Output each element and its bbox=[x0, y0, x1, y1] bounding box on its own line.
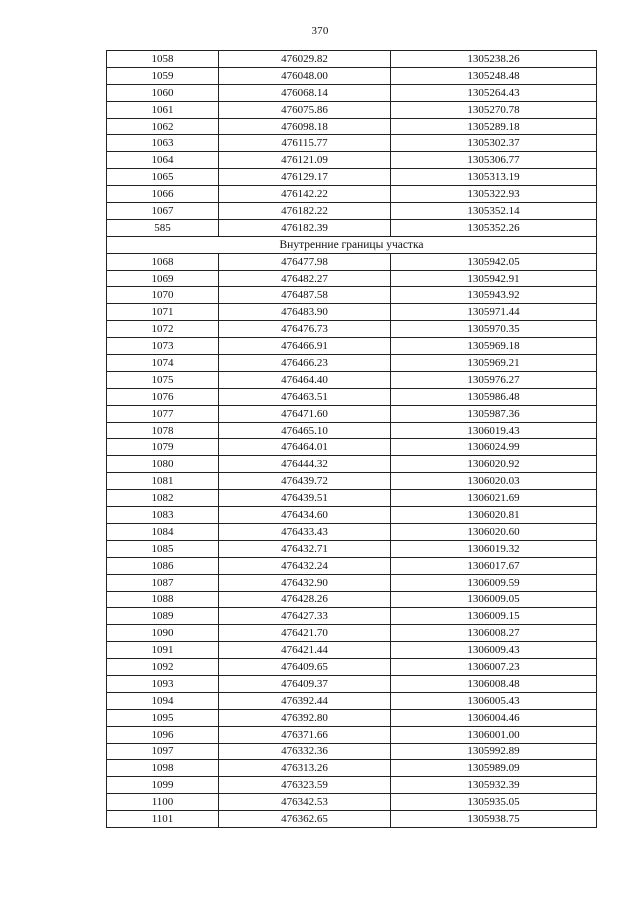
table-row bbox=[107, 169, 597, 186]
x-coordinate-cell: 476465.10 bbox=[219, 422, 391, 439]
y-coordinate-cell: 1306020.03 bbox=[391, 473, 597, 490]
y-coordinate-cell: 1305987.36 bbox=[391, 405, 597, 422]
table-row bbox=[107, 67, 597, 84]
y-coordinate-cell: 1306009.59 bbox=[391, 574, 597, 591]
y-coordinate-cell: 1306009.15 bbox=[391, 608, 597, 625]
point-number-cell: 1100 bbox=[107, 794, 219, 811]
point-number-cell: 1066 bbox=[107, 186, 219, 203]
point-number-cell: 1065 bbox=[107, 169, 219, 186]
x-coordinate-cell: 476432.24 bbox=[219, 557, 391, 574]
point-number-cell: 1064 bbox=[107, 152, 219, 169]
y-coordinate-cell: 1306017.67 bbox=[391, 557, 597, 574]
point-number-cell: 1090 bbox=[107, 625, 219, 642]
point-number-cell: 1086 bbox=[107, 557, 219, 574]
x-coordinate-cell: 476471.60 bbox=[219, 405, 391, 422]
x-coordinate-cell: 476371.66 bbox=[219, 726, 391, 743]
y-coordinate-cell: 1306009.43 bbox=[391, 642, 597, 659]
x-coordinate-cell: 476476.73 bbox=[219, 321, 391, 338]
x-coordinate-cell: 476409.37 bbox=[219, 675, 391, 692]
x-coordinate-cell: 476098.18 bbox=[219, 118, 391, 135]
y-coordinate-cell: 1305935.05 bbox=[391, 794, 597, 811]
y-coordinate-cell: 1305248.48 bbox=[391, 67, 597, 84]
table-row bbox=[107, 101, 597, 118]
x-coordinate-cell: 476362.65 bbox=[219, 811, 391, 828]
y-coordinate-cell: 1305969.21 bbox=[391, 355, 597, 372]
table-row bbox=[107, 659, 597, 676]
table-row bbox=[107, 84, 597, 101]
table-row bbox=[107, 321, 597, 338]
table-row bbox=[107, 507, 597, 524]
point-number-cell: 1060 bbox=[107, 84, 219, 101]
x-coordinate-cell: 476142.22 bbox=[219, 186, 391, 203]
y-coordinate-cell: 1306007.23 bbox=[391, 659, 597, 676]
table-row bbox=[107, 203, 597, 220]
x-coordinate-cell: 476048.00 bbox=[219, 67, 391, 84]
point-number-cell: 1072 bbox=[107, 321, 219, 338]
point-number-cell: 1061 bbox=[107, 101, 219, 118]
point-number-cell: 1088 bbox=[107, 591, 219, 608]
x-coordinate-cell: 476464.01 bbox=[219, 439, 391, 456]
table-row bbox=[107, 118, 597, 135]
x-coordinate-cell: 476433.43 bbox=[219, 523, 391, 540]
y-coordinate-cell: 1306020.81 bbox=[391, 507, 597, 524]
table-row bbox=[107, 253, 597, 270]
x-coordinate-cell: 476313.26 bbox=[219, 760, 391, 777]
table-row bbox=[107, 675, 597, 692]
x-coordinate-cell: 476332.36 bbox=[219, 743, 391, 760]
point-number-cell: 1069 bbox=[107, 270, 219, 287]
point-number-cell: 1081 bbox=[107, 473, 219, 490]
y-coordinate-cell: 1305943.92 bbox=[391, 287, 597, 304]
point-number-cell: 1091 bbox=[107, 642, 219, 659]
y-coordinate-cell: 1305992.89 bbox=[391, 743, 597, 760]
x-coordinate-cell: 476482.27 bbox=[219, 270, 391, 287]
point-number-cell: 1075 bbox=[107, 371, 219, 388]
point-number-cell: 1078 bbox=[107, 422, 219, 439]
point-number-cell: 1079 bbox=[107, 439, 219, 456]
table-row bbox=[107, 456, 597, 473]
x-coordinate-cell: 476342.53 bbox=[219, 794, 391, 811]
table-row bbox=[107, 591, 597, 608]
point-number-cell: 1059 bbox=[107, 67, 219, 84]
x-coordinate-cell: 476029.82 bbox=[219, 51, 391, 68]
x-coordinate-cell: 476439.51 bbox=[219, 490, 391, 507]
y-coordinate-cell: 1306005.43 bbox=[391, 692, 597, 709]
y-coordinate-cell: 1305264.43 bbox=[391, 84, 597, 101]
x-coordinate-cell: 476464.40 bbox=[219, 371, 391, 388]
point-number-cell: 1077 bbox=[107, 405, 219, 422]
y-coordinate-cell: 1305302.37 bbox=[391, 135, 597, 152]
point-number-cell: 1098 bbox=[107, 760, 219, 777]
table-row bbox=[107, 709, 597, 726]
table-row bbox=[107, 794, 597, 811]
x-coordinate-cell: 476115.77 bbox=[219, 135, 391, 152]
x-coordinate-cell: 476409.65 bbox=[219, 659, 391, 676]
x-coordinate-cell: 476392.80 bbox=[219, 709, 391, 726]
y-coordinate-cell: 1305238.26 bbox=[391, 51, 597, 68]
x-coordinate-cell: 476392.44 bbox=[219, 692, 391, 709]
y-coordinate-cell: 1305976.27 bbox=[391, 371, 597, 388]
y-coordinate-cell: 1306024.99 bbox=[391, 439, 597, 456]
y-coordinate-cell: 1305313.19 bbox=[391, 169, 597, 186]
point-number-cell: 1094 bbox=[107, 692, 219, 709]
y-coordinate-cell: 1305942.91 bbox=[391, 270, 597, 287]
x-coordinate-cell: 476068.14 bbox=[219, 84, 391, 101]
table-row bbox=[107, 642, 597, 659]
table-row bbox=[107, 270, 597, 287]
table-row bbox=[107, 743, 597, 760]
table-row bbox=[107, 692, 597, 709]
x-coordinate-cell: 476444.32 bbox=[219, 456, 391, 473]
point-number-cell: 1087 bbox=[107, 574, 219, 591]
point-number-cell: 1062 bbox=[107, 118, 219, 135]
y-coordinate-cell: 1306020.60 bbox=[391, 523, 597, 540]
table-row bbox=[107, 371, 597, 388]
x-coordinate-cell: 476432.90 bbox=[219, 574, 391, 591]
point-number-cell: 1067 bbox=[107, 203, 219, 220]
y-coordinate-cell: 1306001.00 bbox=[391, 726, 597, 743]
point-number-cell: 1085 bbox=[107, 540, 219, 557]
table-row bbox=[107, 777, 597, 794]
table-row bbox=[107, 625, 597, 642]
y-coordinate-cell: 1306020.92 bbox=[391, 456, 597, 473]
coordinates-table-body bbox=[107, 51, 597, 828]
y-coordinate-cell: 1305938.75 bbox=[391, 811, 597, 828]
section-heading-row bbox=[107, 236, 597, 253]
point-number-cell: 1070 bbox=[107, 287, 219, 304]
table-row bbox=[107, 186, 597, 203]
y-coordinate-cell: 1305970.35 bbox=[391, 321, 597, 338]
point-number-cell: 1097 bbox=[107, 743, 219, 760]
point-number-cell: 1095 bbox=[107, 709, 219, 726]
point-number-cell: 1068 bbox=[107, 253, 219, 270]
y-coordinate-cell: 1306004.46 bbox=[391, 709, 597, 726]
point-number-cell: 1080 bbox=[107, 456, 219, 473]
section-heading: Внутренние границы участка bbox=[107, 236, 597, 253]
x-coordinate-cell: 476439.72 bbox=[219, 473, 391, 490]
x-coordinate-cell: 476463.51 bbox=[219, 388, 391, 405]
x-coordinate-cell: 476129.17 bbox=[219, 169, 391, 186]
table-row bbox=[107, 405, 597, 422]
y-coordinate-cell: 1306008.27 bbox=[391, 625, 597, 642]
point-number-cell: 1096 bbox=[107, 726, 219, 743]
table-row bbox=[107, 219, 597, 236]
x-coordinate-cell: 476487.58 bbox=[219, 287, 391, 304]
y-coordinate-cell: 1305352.26 bbox=[391, 219, 597, 236]
x-coordinate-cell: 476323.59 bbox=[219, 777, 391, 794]
y-coordinate-cell: 1305971.44 bbox=[391, 304, 597, 321]
table-row bbox=[107, 388, 597, 405]
y-coordinate-cell: 1306008.48 bbox=[391, 675, 597, 692]
y-coordinate-cell: 1305352.14 bbox=[391, 203, 597, 220]
y-coordinate-cell: 1305932.39 bbox=[391, 777, 597, 794]
point-number-cell: 1101 bbox=[107, 811, 219, 828]
x-coordinate-cell: 476466.23 bbox=[219, 355, 391, 372]
x-coordinate-cell: 476182.22 bbox=[219, 203, 391, 220]
x-coordinate-cell: 476477.98 bbox=[219, 253, 391, 270]
y-coordinate-cell: 1306009.05 bbox=[391, 591, 597, 608]
y-coordinate-cell: 1305270.78 bbox=[391, 101, 597, 118]
point-number-cell: 1074 bbox=[107, 355, 219, 372]
table-row bbox=[107, 557, 597, 574]
point-number-cell: 1073 bbox=[107, 338, 219, 355]
y-coordinate-cell: 1305969.18 bbox=[391, 338, 597, 355]
point-number-cell: 1063 bbox=[107, 135, 219, 152]
point-number-cell: 1083 bbox=[107, 507, 219, 524]
x-coordinate-cell: 476182.39 bbox=[219, 219, 391, 236]
point-number-cell: 1099 bbox=[107, 777, 219, 794]
table-row bbox=[107, 760, 597, 777]
table-row bbox=[107, 523, 597, 540]
y-coordinate-cell: 1305306.77 bbox=[391, 152, 597, 169]
table-row bbox=[107, 287, 597, 304]
page-number: 370 bbox=[311, 25, 329, 37]
x-coordinate-cell: 476121.09 bbox=[219, 152, 391, 169]
table-row bbox=[107, 338, 597, 355]
y-coordinate-cell: 1305989.09 bbox=[391, 760, 597, 777]
y-coordinate-cell: 1306019.32 bbox=[391, 540, 597, 557]
table-row bbox=[107, 355, 597, 372]
table-row bbox=[107, 135, 597, 152]
point-number-cell: 1093 bbox=[107, 675, 219, 692]
point-number-cell: 1076 bbox=[107, 388, 219, 405]
table-row bbox=[107, 152, 597, 169]
y-coordinate-cell: 1305289.18 bbox=[391, 118, 597, 135]
table-row bbox=[107, 51, 597, 68]
y-coordinate-cell: 1305986.48 bbox=[391, 388, 597, 405]
point-number-cell: 1084 bbox=[107, 523, 219, 540]
table-row bbox=[107, 540, 597, 557]
point-number-cell: 1071 bbox=[107, 304, 219, 321]
table-row bbox=[107, 490, 597, 507]
x-coordinate-cell: 476075.86 bbox=[219, 101, 391, 118]
y-coordinate-cell: 1305322.93 bbox=[391, 186, 597, 203]
x-coordinate-cell: 476428.26 bbox=[219, 591, 391, 608]
table-row bbox=[107, 574, 597, 591]
point-number-cell: 1082 bbox=[107, 490, 219, 507]
x-coordinate-cell: 476483.90 bbox=[219, 304, 391, 321]
y-coordinate-cell: 1306021.69 bbox=[391, 490, 597, 507]
table-row bbox=[107, 422, 597, 439]
table-row bbox=[107, 304, 597, 321]
table-row bbox=[107, 726, 597, 743]
table-row bbox=[107, 473, 597, 490]
x-coordinate-cell: 476427.33 bbox=[219, 608, 391, 625]
table-row bbox=[107, 439, 597, 456]
x-coordinate-cell: 476421.44 bbox=[219, 642, 391, 659]
point-number-cell: 1089 bbox=[107, 608, 219, 625]
table-row bbox=[107, 608, 597, 625]
x-coordinate-cell: 476421.70 bbox=[219, 625, 391, 642]
table-row bbox=[107, 811, 597, 828]
point-number-cell: 1092 bbox=[107, 659, 219, 676]
y-coordinate-cell: 1305942.05 bbox=[391, 253, 597, 270]
x-coordinate-cell: 476434.60 bbox=[219, 507, 391, 524]
point-number-cell: 1058 bbox=[107, 51, 219, 68]
y-coordinate-cell: 1306019.43 bbox=[391, 422, 597, 439]
coordinates-table bbox=[106, 50, 597, 828]
x-coordinate-cell: 476466.91 bbox=[219, 338, 391, 355]
point-number-cell: 585 bbox=[107, 219, 219, 236]
x-coordinate-cell: 476432.71 bbox=[219, 540, 391, 557]
